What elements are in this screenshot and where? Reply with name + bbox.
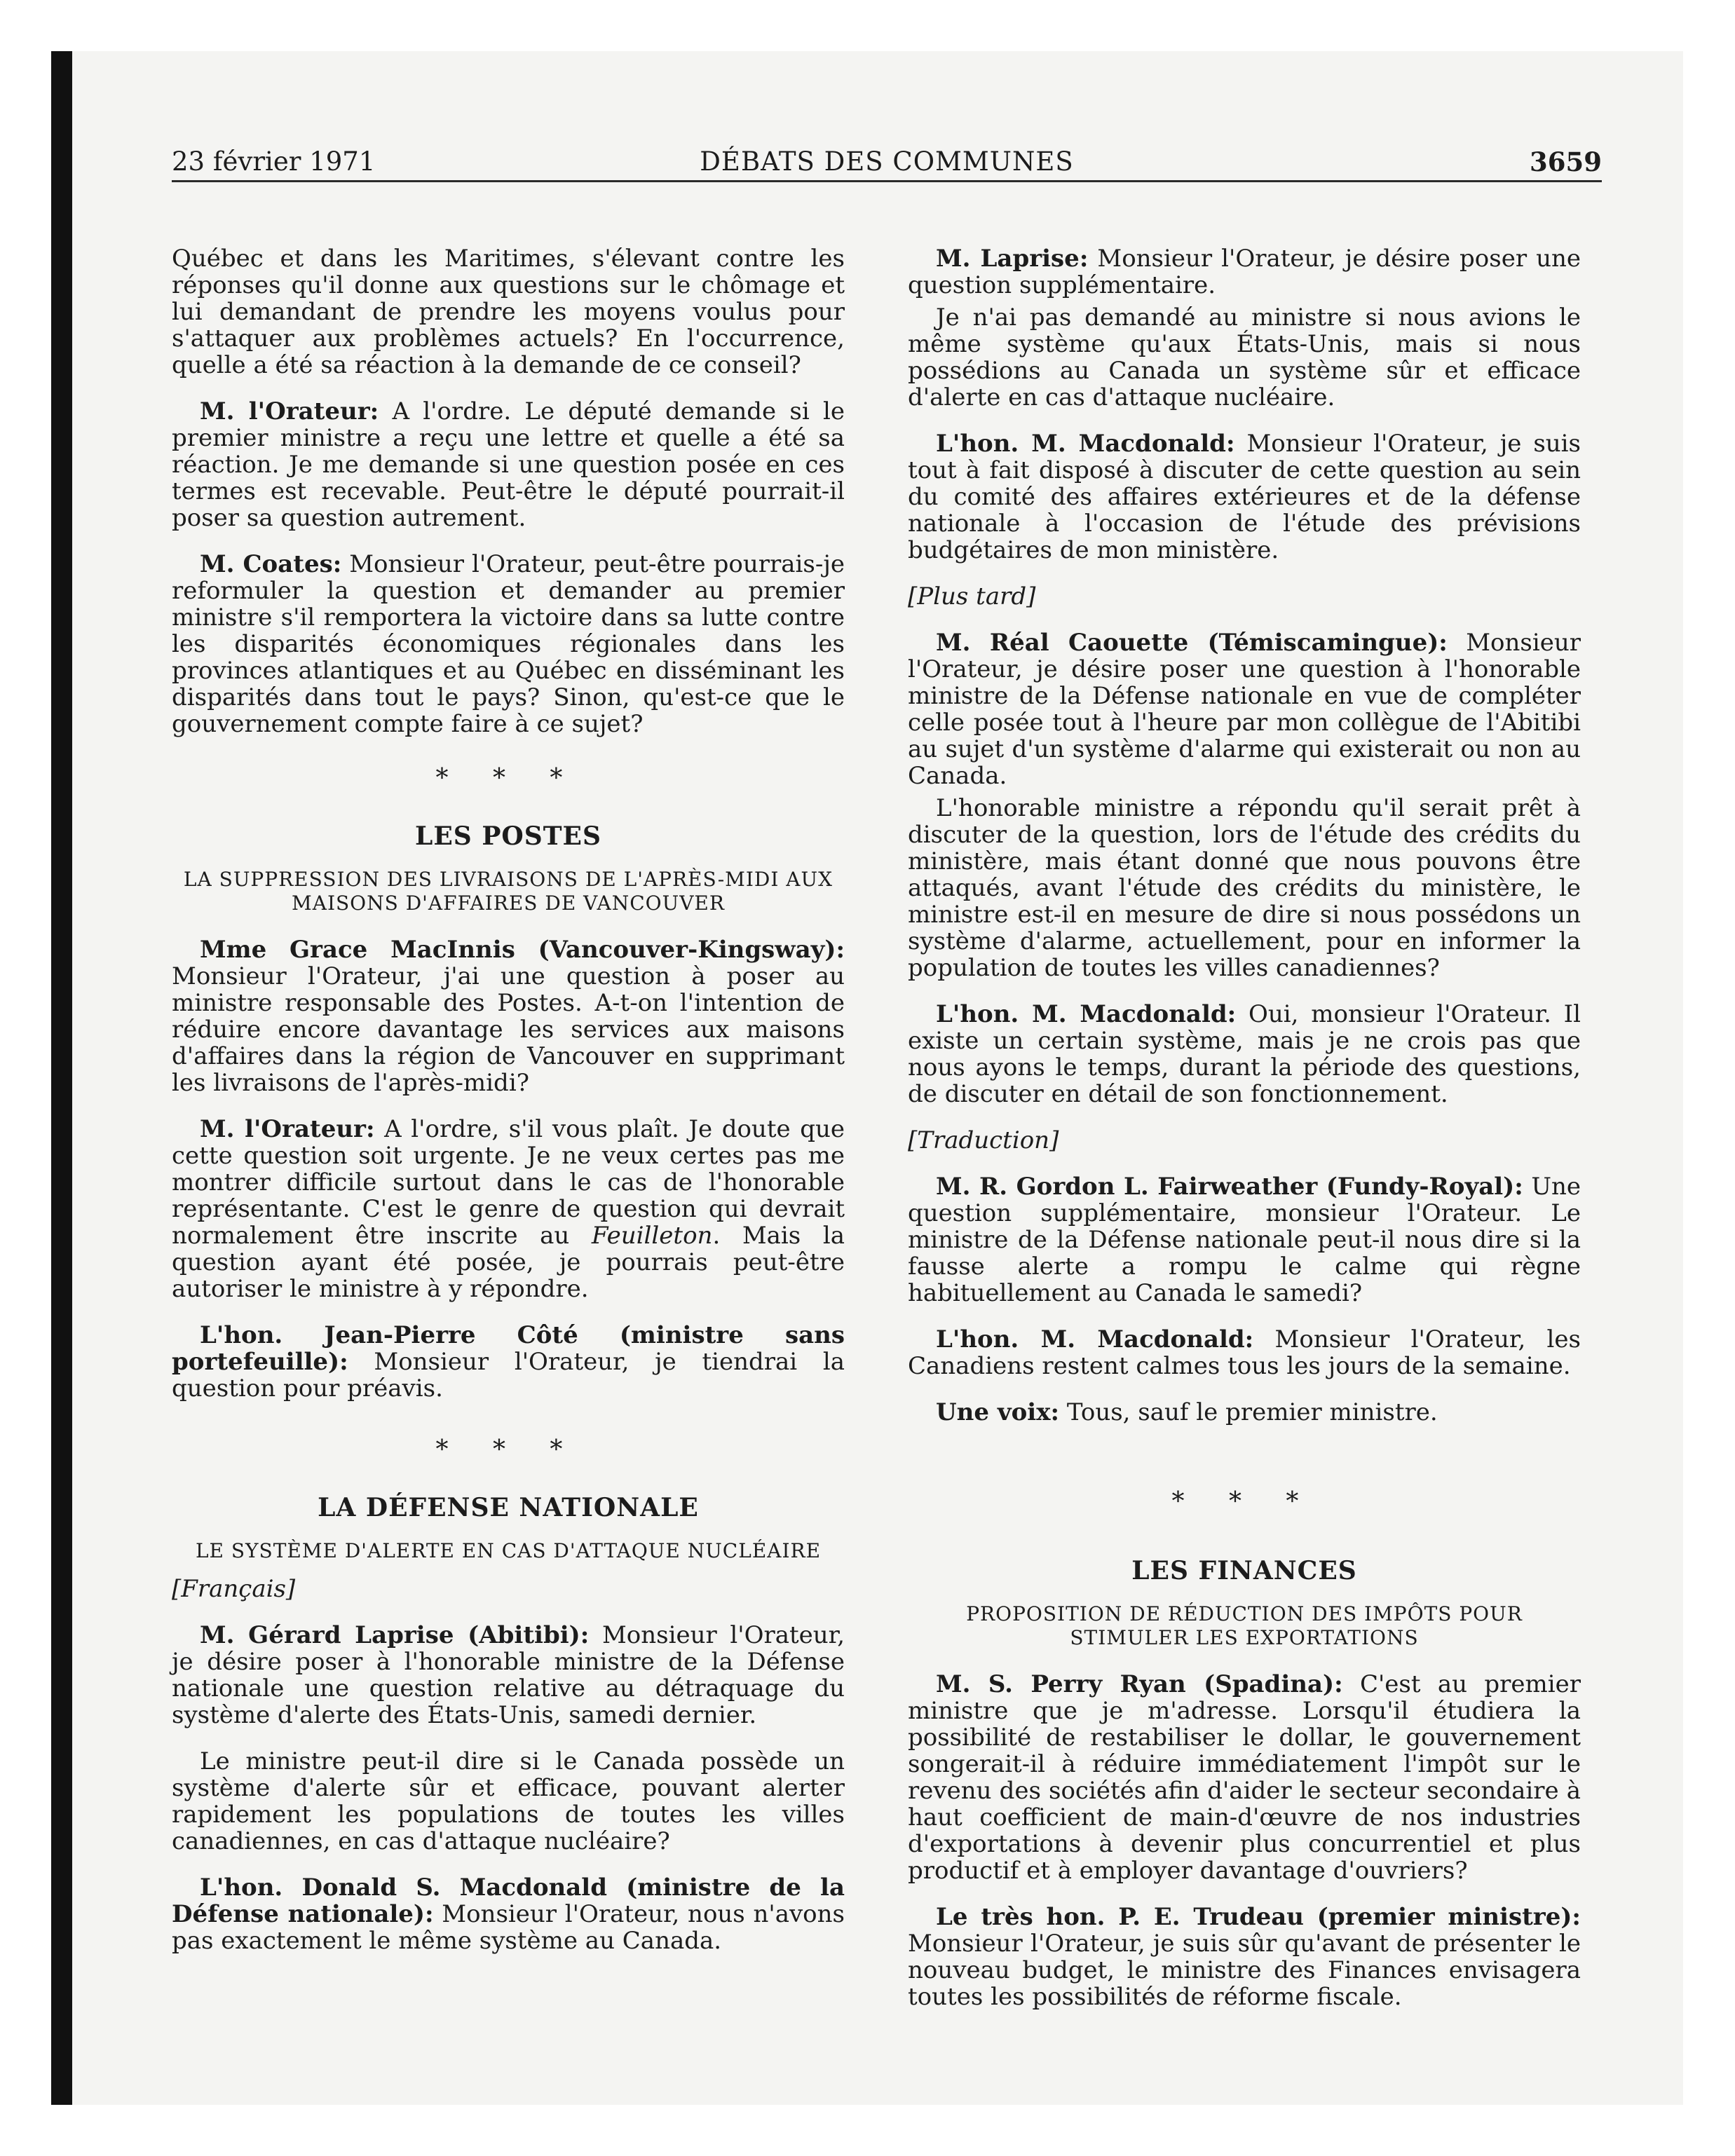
- paragraph: [908, 1173, 1581, 1306]
- paragraph: [172, 1322, 845, 1402]
- paragraph: [908, 1326, 1581, 1379]
- speech-text: Monsieur l'Orateur, je désire poser une question supplémentaire.: [908, 245, 1581, 299]
- speaker: L'hon. M. Macdonald:: [936, 430, 1235, 458]
- speech-text: Une question supplémentaire, monsieur l'Orateur. Le ministre de la Défense nationale peut-il nous dire si la fausse alerte a rompu le calme qui règne habituellement au Canada le samedi?: [908, 1173, 1581, 1307]
- speaker: L'hon. M. Macdonald:: [936, 1325, 1254, 1353]
- language-tag: [Traduction]: [908, 1126, 1059, 1154]
- speaker: Une voix:: [936, 1398, 1060, 1426]
- speech-text: Monsieur l'Orateur, peut-être pourrais-je reformuler la question et demander au premier ministre s'il remportera la victoire dans sa lutte contre les disparités économiques régionales dans les provinces atlantiques et au Québec en disséminant les disparités dans tout le pays? Sinon, qu'est-ce que le gouvernement compte faire à ce sujet?: [172, 550, 845, 738]
- speech-text: Monsieur l'Orateur, je désire poser à l'honorable ministre de la Défense nationale une question relative au détraquage du système d'alerte des États-Unis, samedi dernier.: [172, 1621, 845, 1729]
- speech-text: Monsieur l'Orateur, les Canadiens restent calmes tous les jours de la semaine.: [908, 1325, 1581, 1380]
- section-separator: * * *: [435, 764, 581, 793]
- speaker: L'hon. Donald S. Macdonald (ministre de la Défense nationale):: [172, 1874, 845, 1928]
- speaker: M. Laprise:: [936, 245, 1089, 273]
- speaker: M. l'Orateur:: [200, 397, 379, 425]
- speech-text: C'est au premier ministre que je m'adresse. Lorsqu'il étudiera la possibilité de restabiliser le dollar, le gouvernement songerait-il à réduire immédiatement l'impôt sur le revenu des sociétés afin d'aider le secteur secondaire à haut coefficient de main-d'œuvre de nos industries d'exportations à devenir plus concurrentiel et plus productif et à employer davantage d'ouvriers?: [908, 1670, 1581, 1885]
- paragraph: L'honorable ministre a répondu qu'il serait prêt à discuter de la question, lors de l'étude des crédits du ministère, mais étant donné que nous pouvons être attaqués, avant l'étude des crédits du ministère, le ministre est-il en mesure de dire si nous possédons un système d'alarme, actuellement, pour en informer la population de toutes les villes canadiennes?: [908, 794, 1581, 982]
- header-title: DÉBATS DES COMMUNES: [700, 146, 1074, 177]
- speaker: M. R. Gordon L. Fairweather (Fundy-Royal):: [936, 1173, 1523, 1201]
- paragraph: [172, 1874, 845, 1954]
- section-separator: * * *: [435, 1435, 581, 1464]
- paragraph: [908, 245, 1581, 299]
- speech-text: Monsieur l'Orateur, je tiendrai la question pour préavis.: [172, 1348, 845, 1403]
- paragraph: Le ministre peut-il dire si le Canada possède un système d'alerte sûr et efficace, pouvant alerter rapidement les populations de toutes les villes canadiennes, en cas d'attaque nucléaire?: [172, 1747, 845, 1855]
- scan-edge-bar: [51, 51, 72, 2105]
- paragraph: [908, 1671, 1581, 1884]
- paragraph: [908, 430, 1581, 564]
- speech-text: Monsieur l'Orateur, nous n'avons pas exactement le même système au Canada.: [172, 1900, 845, 1955]
- section-heading: LES FINANCES: [1131, 1556, 1357, 1585]
- speech-text: Oui, monsieur l'Orateur. Il existe un certain système, mais je ne crois pas que nous ayons le temps, durant la période des questions, de discuter en détail de son fonctionnement.: [908, 1000, 1581, 1108]
- paragraph: Québec et dans les Maritimes, s'élevant contre les réponses qu'il donne aux questions sur le chômage et lui demandant de prendre les moyens voulus pour s'attaquer aux problèmes actuels? En l'occurrence, quelle a été sa réaction à la demande de ce conseil?: [172, 245, 845, 379]
- paragraph: [908, 629, 1581, 789]
- speaker: M. Réal Caouette (Témiscamingue):: [936, 629, 1448, 657]
- section-heading: LA DÉFENSE NATIONALE: [318, 1493, 699, 1522]
- speech-text: Monsieur l'Orateur, je désire poser une question à l'honorable ministre de la Défense nationale en vue de compléter celle posée tout à l'heure par mon collègue de l'Abitibi au sujet d'un système d'alarme qui existerait ou non au Canada.: [908, 629, 1581, 790]
- left-column: [172, 245, 845, 1974]
- paragraph: [172, 551, 845, 737]
- italic-text: Feuilleton: [591, 1222, 713, 1250]
- paragraph: [908, 1399, 1581, 1426]
- section-subheading: LA SUPPRESSION DES LIVRAISONS DE L'APRÈS-MIDI AUX MAISONS D'AFFAIRES DE VANCOUVER: [183, 868, 834, 915]
- right-column: [908, 245, 1581, 2030]
- speech-text: A l'ordre. Le député demande si le premier ministre a reçu une lettre et quelle a été sa réaction. Je me demande si une question posée en ces termes est recevable. Peut-être le député pourrait-il poser sa question autrement.: [172, 397, 845, 532]
- speaker: M. l'Orateur:: [200, 1115, 375, 1143]
- speaker: M. S. Perry Ryan (Spadina):: [936, 1670, 1343, 1698]
- running-header: [172, 144, 1602, 182]
- speech-text: Monsieur l'Orateur, je suis tout à fait disposé à discuter de cette question au sein du comité des affaires extérieures et de la défense nationale à l'occasion de l'étude des prévisions budgétaires de mon ministère.: [908, 430, 1581, 564]
- section-separator: * * *: [1171, 1487, 1317, 1516]
- speech-text: . Mais la question ayant été posée, je pourrais peut-être autoriser le ministre à y répondre.: [172, 1222, 845, 1303]
- paragraph: [908, 1904, 1581, 2010]
- paragraph: Je n'ai pas demandé au ministre si nous avions le même système qu'aux États-Unis, mais si nous possédions au Canada un système sûr et efficace d'alerte en cas d'attaque nucléaire.: [908, 303, 1581, 411]
- speaker: Mme Grace MacInnis (Vancouver-Kingsway):: [200, 936, 845, 964]
- speech-text: Monsieur l'Orateur, j'ai une question à poser au ministre responsable des Postes. A-t-on l'intention de réduire encore davantage les services aux maisons d'affaires dans la région de Vancouver en supprimant les livraisons de l'après-midi?: [172, 962, 845, 1097]
- section-subheading: LE SYSTÈME D'ALERTE EN CAS D'ATTAQUE NUCLÉAIRE: [195, 1539, 822, 1562]
- header-date: 23 février 1971: [172, 146, 376, 177]
- paragraph: [172, 398, 845, 531]
- time-tag: [Plus tard]: [908, 582, 1036, 610]
- paragraph: [172, 1116, 845, 1302]
- speaker: L'hon. Jean-Pierre Côté (ministre sans portefeuille):: [172, 1321, 845, 1376]
- section-heading: LES POSTES: [415, 821, 601, 851]
- paragraph: [172, 936, 845, 1096]
- paragraph: [908, 1001, 1581, 1107]
- speaker: M. Coates:: [200, 550, 342, 578]
- speaker: Le très hon. P. E. Trudeau (premier ministre):: [936, 1903, 1581, 1931]
- paragraph: [172, 1622, 845, 1728]
- speaker: M. Gérard Laprise (Abitibi):: [200, 1621, 590, 1649]
- page-number: 3659: [1530, 146, 1602, 177]
- language-tag: [Français]: [172, 1575, 296, 1603]
- speech-text: Tous, sauf le premier ministre.: [1059, 1398, 1438, 1426]
- speaker: L'hon. M. Macdonald:: [936, 1000, 1237, 1028]
- speech-text: Monsieur l'Orateur, je suis sûr qu'avant de présenter le nouveau budget, le ministre des Finances envisagera toutes les possibilités de réforme fiscale.: [908, 1930, 1581, 2011]
- speech-text: A l'ordre, s'il vous plaît. Je doute que cette question soit urgente. Je ne veux certes pas me montrer difficile surtout dans le cas de l'honorable représentante. C'est le genre de question qui devrait normalement être inscrite au: [172, 1115, 845, 1250]
- section-subheading: PROPOSITION DE RÉDUCTION DES IMPÔTS POUR STIMULER LES EXPORTATIONS: [966, 1602, 1523, 1649]
